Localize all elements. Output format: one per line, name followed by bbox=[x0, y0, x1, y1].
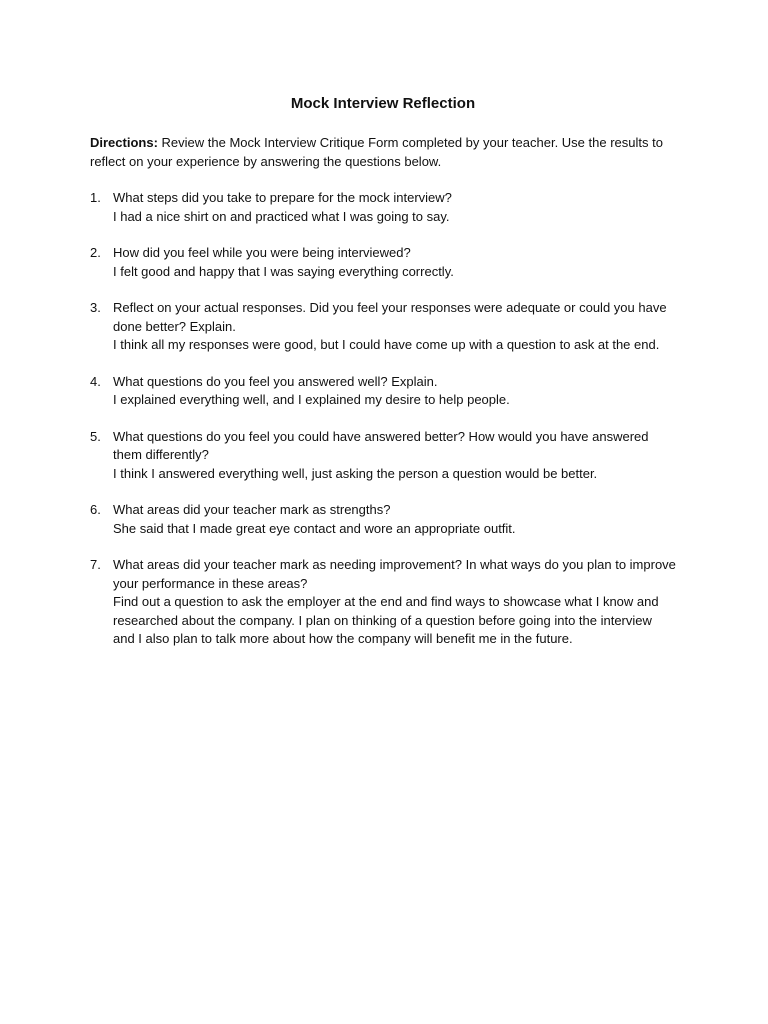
answer-text: I think all my responses were good, but I could have come up with a question to ask at the end. bbox=[113, 337, 660, 352]
question-number: 7. bbox=[90, 557, 101, 572]
question-item-1 bbox=[90, 189, 676, 226]
question-number: 2. bbox=[90, 245, 101, 260]
question-item-6 bbox=[90, 501, 676, 538]
question-item-2 bbox=[90, 244, 676, 281]
question-item-4 bbox=[90, 373, 676, 410]
question-text: What areas did your teacher mark as needing improvement? In what ways do you plan to improve your performance in these areas? bbox=[113, 557, 676, 591]
answer-text: I had a nice shirt on and practiced what I was going to say. bbox=[113, 208, 450, 224]
document-title: Mock Interview Reflection bbox=[290, 95, 476, 112]
question-text: What steps did you take to prepare for the mock interview? bbox=[113, 190, 452, 205]
question-text: How did you feel while you were being interviewed? bbox=[113, 245, 411, 260]
question-number: 1. bbox=[90, 190, 101, 205]
answer-text: I felt good and happy that I was saying everything correctly. bbox=[113, 263, 454, 279]
question-text: Reflect on your actual responses. Did you feel your responses were adequate or could you have done better? Explain. bbox=[113, 300, 667, 334]
question-text: What areas did your teacher mark as strengths? bbox=[113, 502, 391, 517]
directions-paragraph bbox=[90, 134, 676, 171]
question-text: What questions do you feel you answered well? Explain. bbox=[113, 373, 438, 389]
question-list bbox=[90, 189, 676, 649]
question-number: 5. bbox=[90, 428, 101, 444]
question-number: 4. bbox=[90, 373, 101, 389]
directions-text: Review the Mock Interview Critique Form completed by your teacher. Use the results to reflect on your experience by answering the questions below. bbox=[90, 135, 663, 169]
answer-text: I explained everything well, and I explained my desire to help people. bbox=[113, 392, 510, 407]
question-item-3 bbox=[90, 299, 676, 355]
question-item-7 bbox=[90, 556, 676, 649]
directions-label: Directions: bbox=[90, 135, 158, 150]
question-number: 6. bbox=[90, 502, 101, 517]
answer-text: She said that I made great eye contact and wore an appropriate outfit. bbox=[113, 520, 516, 536]
question-text: What questions do you feel you could have answered better? How would you have answered them differently? bbox=[113, 428, 649, 462]
answer-text: I think I answered everything well, just asking the person a question would be better. bbox=[113, 465, 598, 481]
question-number: 3. bbox=[90, 300, 101, 315]
question-item-5 bbox=[90, 428, 676, 484]
answer-text: Find out a question to ask the employer at the end and find ways to showcase what I know and researched about the company. I plan on thinking of a question before going into the interview and I also plan to talk more about how the company will benefit me in the future. bbox=[113, 594, 659, 646]
